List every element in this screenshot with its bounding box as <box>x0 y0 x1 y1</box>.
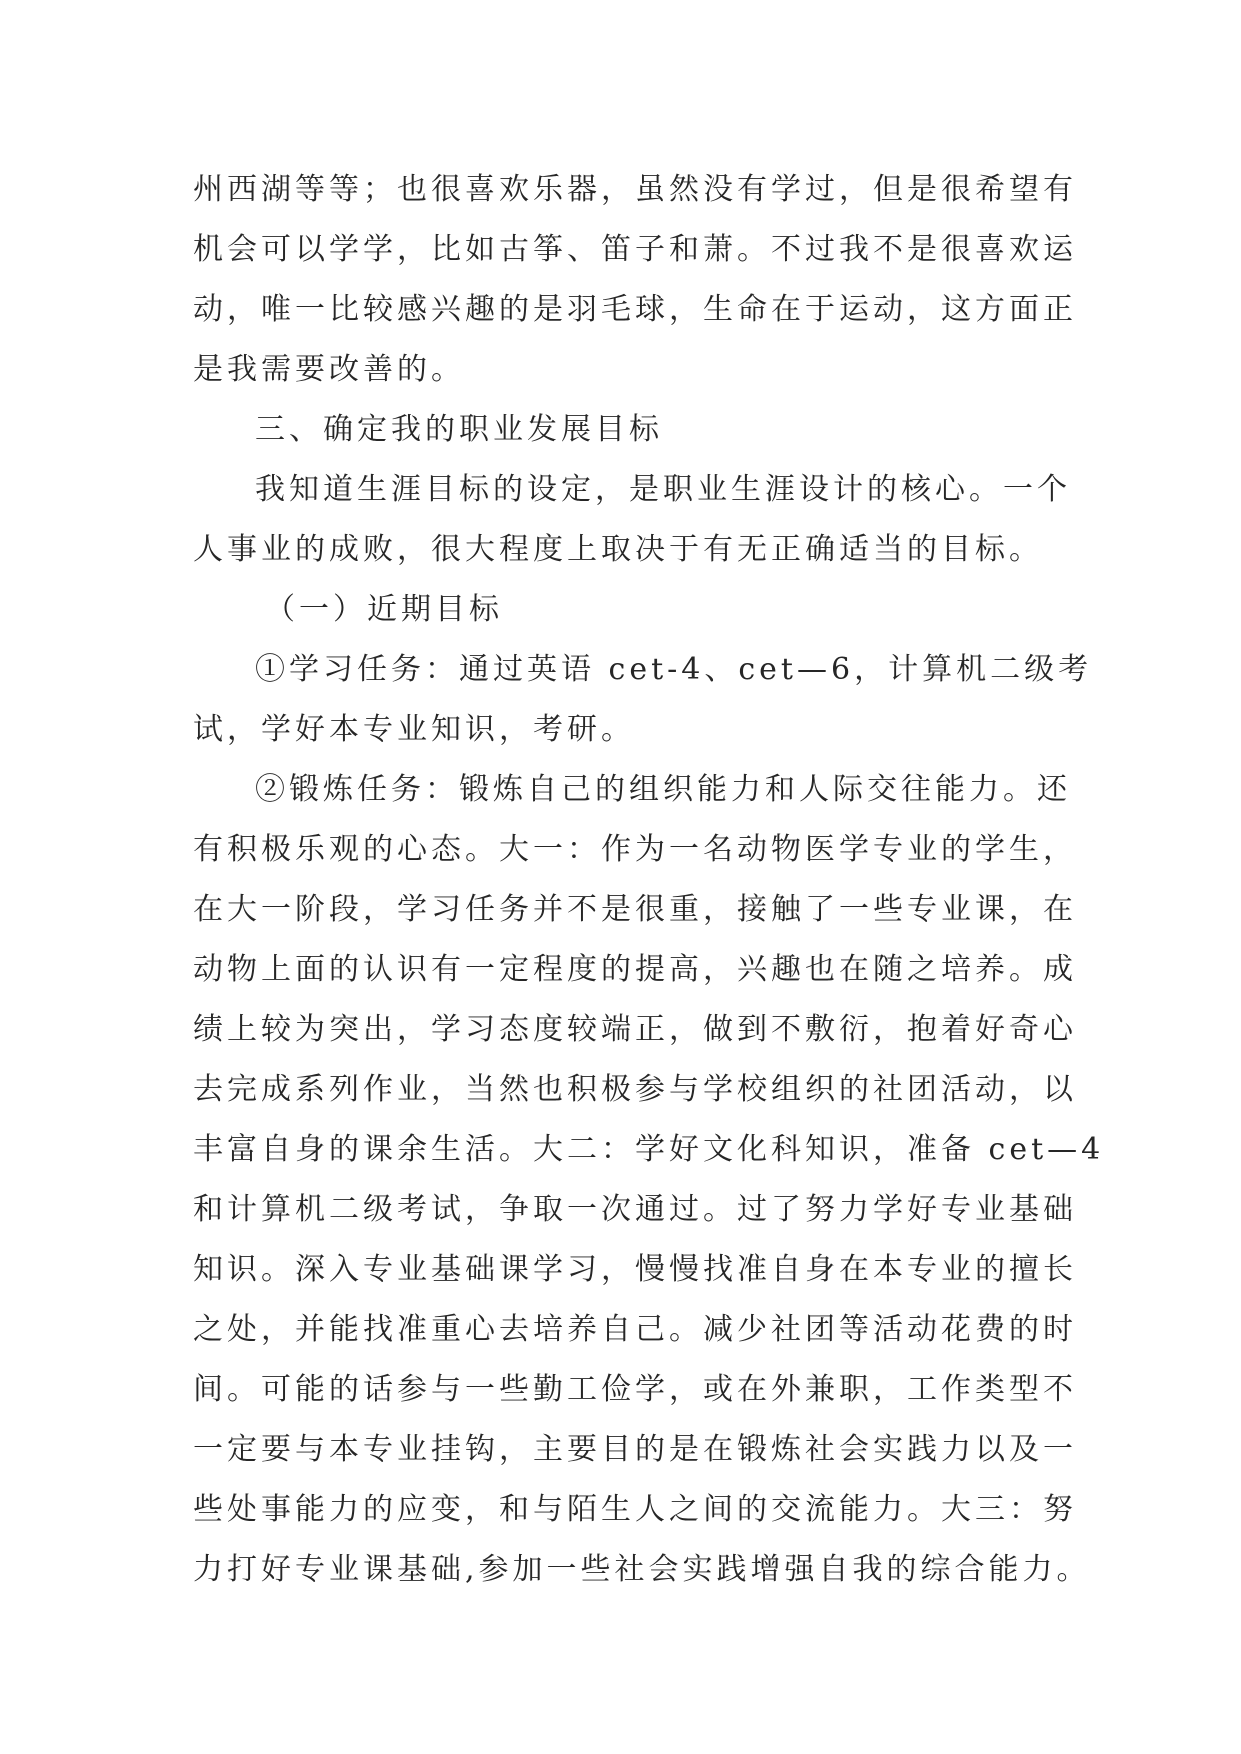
text-line: ①学习任务：通过英语 cet-4、cet—6，计算机二级考 <box>255 652 1093 687</box>
section-heading: 三、确定我的职业发展目标 <box>255 412 663 447</box>
text-line: 在大一阶段，学习任务并不是很重，接触了一些专业课，在 <box>193 892 1077 927</box>
text-line: 我知道生涯目标的设定，是职业生涯设计的核心。一个 <box>255 472 1071 507</box>
text-line: ②锻炼任务：锻炼自己的组织能力和人际交往能力。还 <box>255 772 1071 807</box>
text-line: 些处事能力的应变，和与陌生人之间的交流能力。大三：努 <box>193 1492 1077 1527</box>
text-line: 动，唯一比较感兴趣的是羽毛球，生命在于运动，这方面正 <box>193 292 1077 327</box>
text-line: 机会可以学学，比如古筝、笛子和萧。不过我不是很喜欢运 <box>193 232 1077 267</box>
text-line: 有积极乐观的心态。大一：作为一名动物医学专业的学生， <box>193 832 1077 867</box>
text-line: 一定要与本专业挂钩，主要目的是在锻炼社会实践力以及一 <box>193 1432 1077 1467</box>
text-line: 之处，并能找准重心去培养自己。减少社团等活动花费的时 <box>193 1312 1077 1347</box>
text-line: 和计算机二级考试，争取一次通过。过了努力学好专业基础 <box>193 1192 1077 1227</box>
text-line: 去完成系列作业，当然也积极参与学校组织的社团活动，以 <box>193 1072 1077 1107</box>
text-line: 间。可能的话参与一些勤工俭学，或在外兼职，工作类型不 <box>193 1372 1077 1407</box>
text-line: 丰富自身的课余生活。大二：学好文化科知识，准备 cet—4 <box>193 1132 1105 1167</box>
subsection-heading: （一）近期目标 <box>265 592 503 627</box>
text-line: 绩上较为突出，学习态度较端正，做到不敷衍，抱着好奇心 <box>193 1012 1077 1047</box>
text-line: 人事业的成败，很大程度上取决于有无正确适当的目标。 <box>193 532 1043 567</box>
text-line: 力打好专业课基础,参加一些社会实践增强自我的综合能力。 <box>193 1552 1091 1587</box>
text-line: 是我需要改善的。 <box>193 352 465 387</box>
text-line: 动物上面的认识有一定程度的提高，兴趣也在随之培养。成 <box>193 952 1077 987</box>
text-line: 知识。深入专业基础课学习，慢慢找准自身在本专业的擅长 <box>193 1252 1077 1287</box>
text-line: 试，学好本专业知识，考研。 <box>193 712 635 747</box>
document-body <box>193 160 1105 1600</box>
text-line: 州西湖等等；也很喜欢乐器，虽然没有学过，但是很希望有 <box>193 172 1077 207</box>
